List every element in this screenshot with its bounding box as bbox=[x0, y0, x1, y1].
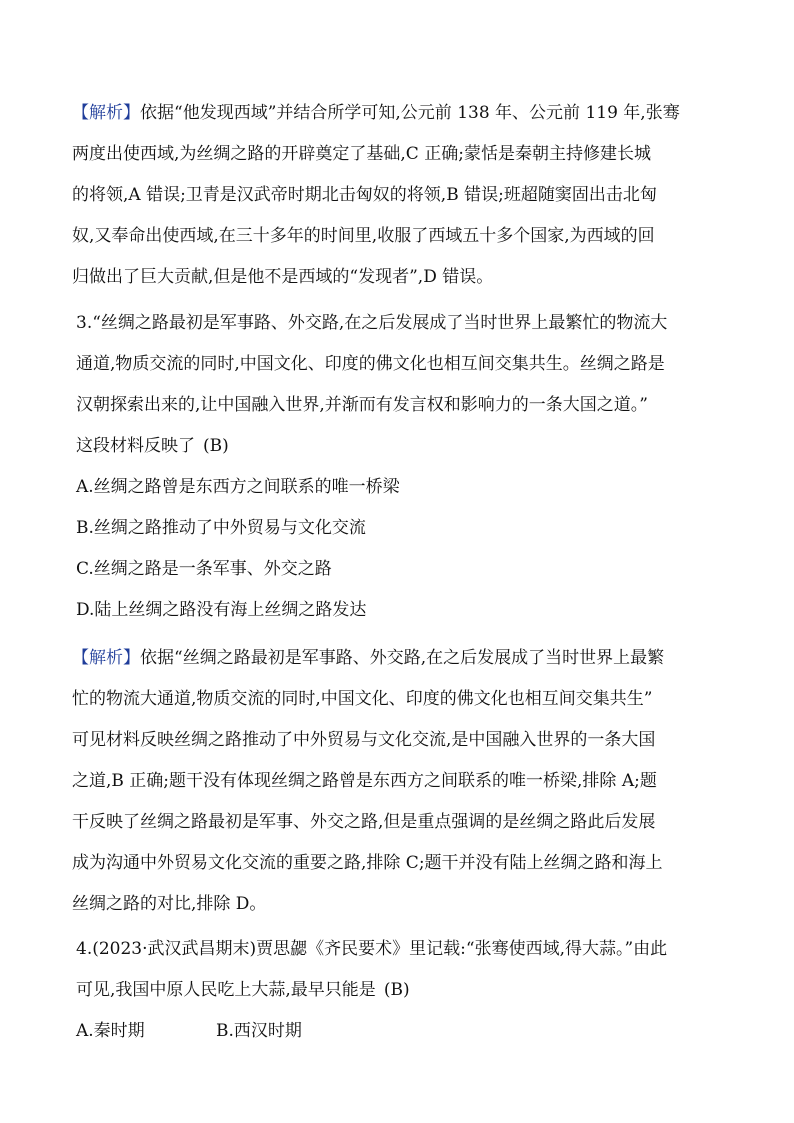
analysis-q2-line: 的将领,A 错误;卫青是汉武帝时期北击匈奴的将领,B 错误;班超随窦固出击北匈 bbox=[72, 185, 657, 205]
question-3-option-c: C.丝绸之路是一条军事、外交之路 bbox=[76, 559, 332, 579]
analysis-q2-line: 归做出了巨大贡献,但是他不是西域的“发现者”,D 错误。 bbox=[72, 267, 494, 287]
analysis-q3 bbox=[72, 638, 720, 925]
question-4-option-a: A.秦时期 bbox=[76, 1021, 145, 1041]
analysis-q3-line: 干反映了丝绸之路最初是军事、外交之路,但是重点强调的是丝绸之路此后发展 bbox=[72, 812, 656, 832]
analysis-q2-line: 两度出使西域,为丝绸之路的开辟奠定了基础,C 正确;蒙恬是秦朝主持修建长城 bbox=[72, 144, 651, 164]
question-4-option-b: B.西汉时期 bbox=[216, 1021, 302, 1041]
analysis-label: 【解析】 bbox=[72, 648, 140, 668]
question-3-stem-line: 这段材料反映了 (B) bbox=[76, 436, 229, 456]
analysis-q3-line: 忙的物流大通道,物质交流的同时,中国文化、印度的佛文化也相互间交集共生” bbox=[72, 689, 653, 709]
analysis-q2-line: 【解析】依据“他发现西域”并结合所学可知,公元前 138 年、公元前 119 年,张骞 bbox=[72, 103, 680, 123]
question-4-answer: (B) bbox=[383, 980, 410, 1000]
analysis-q2 bbox=[72, 93, 720, 298]
analysis-q3-line: 丝绸之路的对比,排除 D。 bbox=[72, 894, 267, 914]
question-3-answer: (B) bbox=[203, 436, 229, 456]
analysis-q3-line: 之道,B 正确;题干没有体现丝绸之路曾是东西方之间联系的唯一桥梁,排除 A;题 bbox=[72, 771, 657, 791]
analysis-q3-line: 成为沟通中外贸易文化交流的重要之路,排除 C;题干并没有陆上丝绸之路和海上 bbox=[72, 853, 663, 873]
question-3-option-a: A.丝绸之路曾是东西方之间联系的唯一桥梁 bbox=[76, 477, 400, 497]
analysis-label: 【解析】 bbox=[72, 103, 140, 123]
question-3-stem-line: 3.“丝绸之路最初是军事路、外交路,在之后发展成了当时世界上最繁忙的物流大 bbox=[76, 313, 668, 333]
question-3-stem-line: 汉朝探索出来的,让中国融入世界,并渐而有发言权和影响力的一条大国之道。” bbox=[76, 395, 648, 415]
analysis-q2-line: 奴,又奉命出使西域,在三十多年的时间里,收服了西域五十多个国家,为西域的回 bbox=[72, 226, 655, 246]
question-4-stem-line: 4.(2023·武汉武昌期末)贾思勰《齐民要术》里记载:“张骞使西域,得大蒜。”由此 bbox=[76, 939, 668, 959]
question-4 bbox=[76, 929, 720, 1052]
question-4-stem-line: 可见,我国中原人民吃上大蒜,最早只能是 (B) bbox=[76, 980, 410, 1000]
question-4-options-row bbox=[76, 1011, 720, 1052]
analysis-q3-line: 可见材料反映丝绸之路推动了中外贸易与文化交流,是中国融入世界的一条大国 bbox=[72, 730, 656, 750]
question-3 bbox=[76, 303, 720, 631]
question-3-option-b: B.丝绸之路推动了中外贸易与文化交流 bbox=[76, 518, 366, 538]
analysis-q3-line: 【解析】依据“丝绸之路最初是军事路、外交路,在之后发展成了当时世界上最繁 bbox=[72, 648, 665, 668]
question-3-option-d: D.陆上丝绸之路没有海上丝绸之路发达 bbox=[76, 600, 367, 620]
question-3-stem-line: 通道,物质交流的同时,中国文化、印度的佛文化也相互间交集共生。丝绸之路是 bbox=[76, 354, 665, 374]
